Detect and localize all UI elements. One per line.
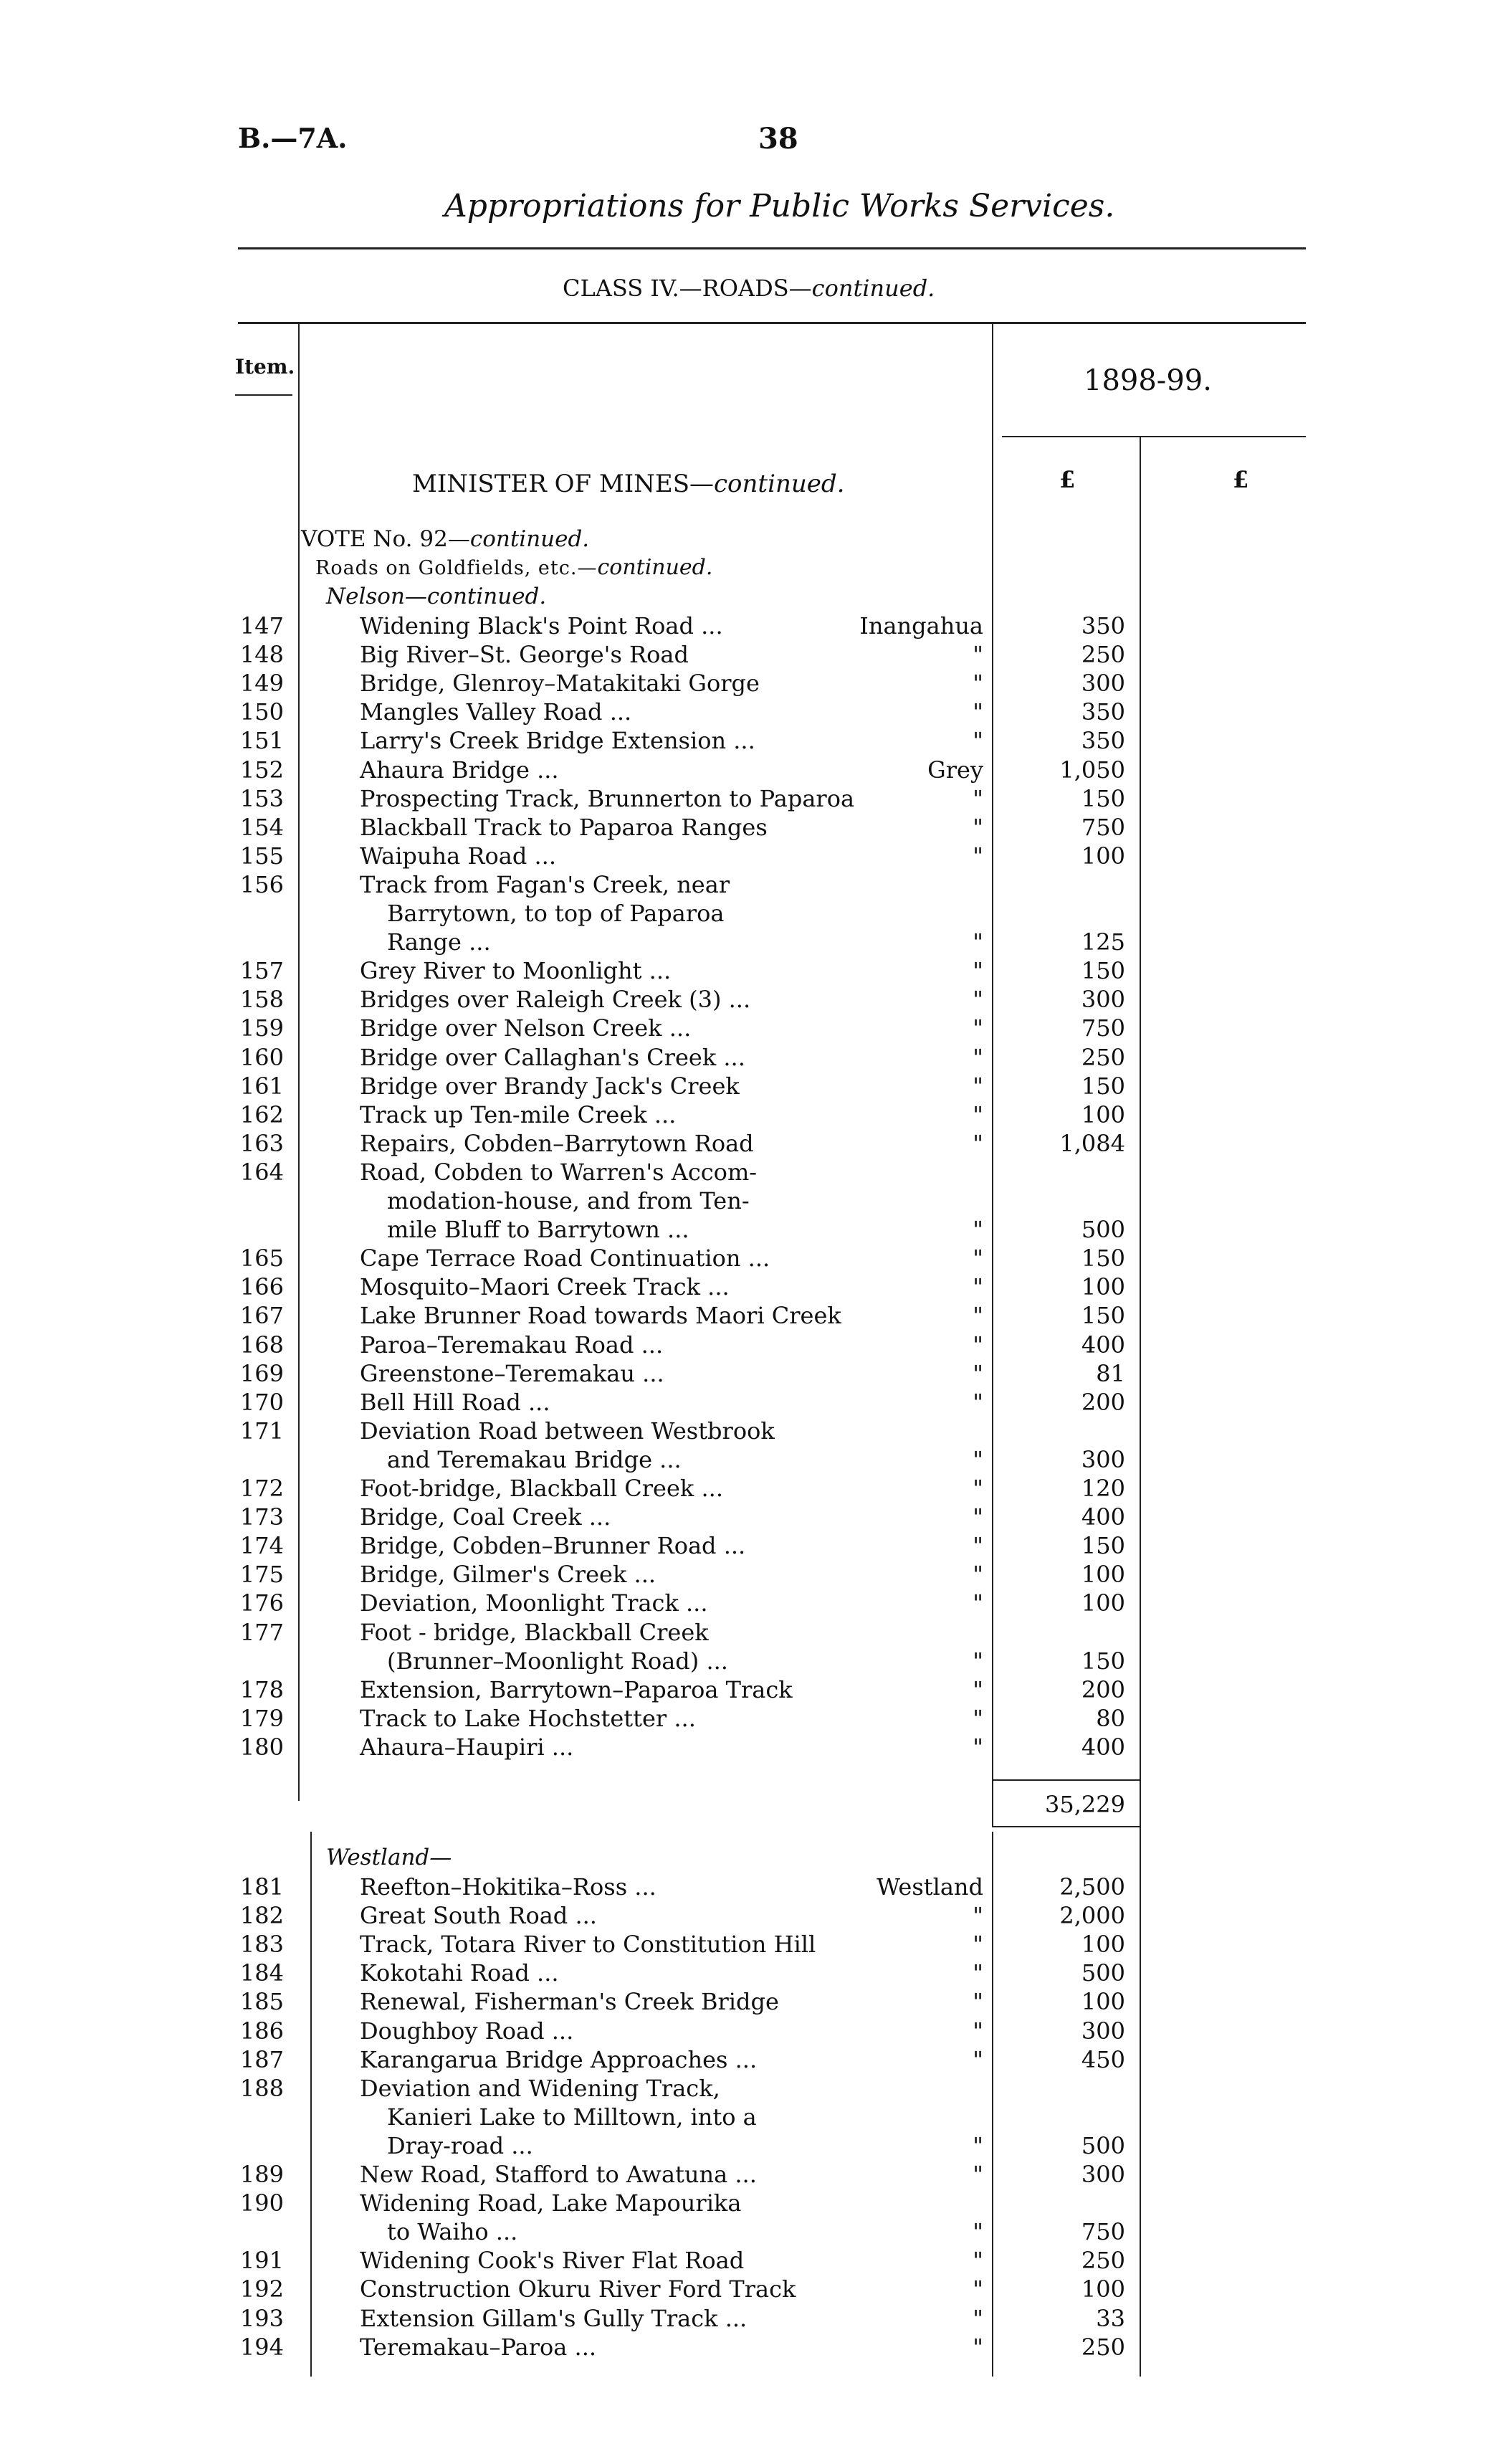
item-amount: 300	[1081, 2161, 1125, 2188]
electoral-district: "	[973, 641, 983, 669]
item-amount: 150	[1081, 1302, 1125, 1330]
electoral-district: "	[973, 1014, 983, 1042]
item-number: 169	[239, 1359, 284, 1387]
item-description: Bridge, Coal Creek ...	[360, 1503, 611, 1531]
item-description: Widening Cook's River Flat Road	[360, 2247, 745, 2275]
item-description: Track up Ten-mile Creek ...	[360, 1100, 677, 1128]
class-heading-continued: continued.	[811, 275, 935, 302]
item-description: New Road, Stafford to Awatuna ...	[360, 2161, 757, 2188]
item-amount: 750	[1081, 2218, 1125, 2246]
item-number: 190	[239, 2189, 284, 2217]
item-description: Construction Okuru River Ford Track	[360, 2275, 796, 2303]
item-description: Dray-road ...	[387, 2131, 533, 2159]
item-number: 154	[239, 813, 284, 841]
item-description: Reefton–Hokitika–Ross ...	[360, 1873, 656, 1901]
electoral-district: "	[973, 928, 983, 956]
item-description: Road, Cobden to Warren's Accom-	[360, 1158, 758, 1186]
item-amount: 100	[1081, 1931, 1125, 1959]
item-description: Renewal, Fisherman's Creek Bridge	[360, 1988, 779, 2016]
item-description: Mosquito–Maori Creek Track ...	[360, 1273, 730, 1301]
item-number: 153	[239, 784, 284, 812]
electoral-district: "	[973, 698, 983, 726]
electoral-district: "	[973, 1445, 983, 1473]
electoral-district: "	[973, 670, 983, 698]
item-description: Deviation and Widening Track,	[360, 2074, 720, 2102]
westland-region-label: Westland—	[326, 1845, 452, 1870]
item-amount: 150	[1081, 957, 1125, 985]
item-description: Bridges over Raleigh Creek (3) ...	[360, 986, 751, 1014]
electoral-district: "	[973, 1475, 983, 1502]
electoral-district: "	[973, 1072, 983, 1100]
subtotal-bottom-rule	[992, 1826, 1140, 1827]
item-description: Extension Gillam's Gully Track ...	[360, 2304, 748, 2332]
electoral-district: "	[973, 2017, 983, 2045]
item-number: 167	[239, 1302, 284, 1330]
item-description: Karangarua Bridge Approaches ...	[360, 2045, 758, 2073]
electoral-district: Grey	[927, 756, 983, 784]
page-number: 38	[758, 122, 798, 156]
item-description: Larry's Creek Bridge Extension ...	[360, 727, 755, 755]
item-description: Ahaura Bridge ...	[360, 756, 559, 784]
item-number: 180	[239, 1733, 284, 1761]
electoral-district: "	[973, 1931, 983, 1959]
item-number: 192	[239, 2275, 284, 2303]
item-description: Widening Black's Point Road ...	[360, 612, 723, 639]
item-description: Repairs, Cobden–Barrytown Road	[360, 1129, 754, 1157]
pound-sign-1: £	[1059, 466, 1076, 493]
item-amount: 500	[1081, 1959, 1125, 1987]
item-header-underline	[235, 394, 292, 396]
vote-heading-continued: continued.	[469, 526, 590, 552]
item-amount: 500	[1081, 2131, 1125, 2159]
item-description: Kokotahi Road ...	[360, 1959, 559, 1987]
electoral-district: "	[973, 1589, 983, 1617]
item-number: 160	[239, 1043, 284, 1071]
item-amount: 100	[1081, 1100, 1125, 1128]
item-amount: 300	[1081, 986, 1125, 1014]
item-amount: 125	[1081, 928, 1125, 956]
item-amount: 450	[1081, 2045, 1125, 2073]
item-amount: 1,050	[1059, 756, 1125, 784]
electoral-district: "	[973, 2045, 983, 2073]
item-number: 191	[239, 2247, 284, 2275]
item-amount: 150	[1081, 1245, 1125, 1273]
item-description: Barrytown, to top of Paparoa	[387, 900, 725, 927]
item-amount: 100	[1081, 2275, 1125, 2303]
item-amount: 100	[1081, 1589, 1125, 1617]
item-amount: 33	[1096, 2304, 1125, 2332]
electoral-district: "	[973, 1561, 983, 1589]
item-number: 171	[239, 1417, 284, 1445]
header-rule	[238, 247, 1306, 249]
document-reference: B.—7A.	[238, 122, 348, 154]
pound-sign-2: £	[1233, 466, 1249, 493]
item-number: 161	[239, 1072, 284, 1100]
section-heading-continued: continued.	[714, 470, 845, 498]
electoral-district: "	[973, 1503, 983, 1531]
section-heading	[412, 470, 844, 498]
item-amount: 400	[1081, 1331, 1125, 1359]
item-amount: 2,500	[1059, 1873, 1125, 1901]
item-amount: 150	[1081, 784, 1125, 812]
electoral-district: "	[973, 1733, 983, 1761]
electoral-district: "	[973, 842, 983, 870]
roads-heading-main: Roads on Goldfields, etc.—	[315, 557, 598, 579]
item-number: 155	[239, 842, 284, 870]
item-description: to Waiho ...	[387, 2218, 518, 2246]
item-amount: 200	[1081, 1675, 1125, 1703]
electoral-district: "	[973, 1532, 983, 1560]
electoral-district: "	[973, 986, 983, 1014]
total-column-rule	[1140, 437, 1141, 1832]
item-number: 151	[239, 727, 284, 755]
item-number: 162	[239, 1100, 284, 1128]
electoral-district: "	[973, 2304, 983, 2332]
item-description: Bridge, Cobden–Brunner Road ...	[360, 1532, 746, 1560]
item-description: Range ...	[387, 928, 491, 956]
item-number: 189	[239, 2161, 284, 2188]
item-description: Greenstone–Teremakau ...	[360, 1359, 664, 1387]
electoral-district: "	[973, 727, 983, 755]
table-top-rule	[238, 322, 1306, 324]
item-description: Ahaura–Haupiri ...	[360, 1733, 574, 1761]
item-description: Great South Road ...	[360, 1902, 597, 1930]
electoral-district: "	[973, 1043, 983, 1071]
item-amount: 81	[1096, 1359, 1125, 1387]
item-number: 177	[239, 1618, 284, 1646]
item-amount: 350	[1081, 727, 1125, 755]
electoral-district: "	[973, 1902, 983, 1930]
item-number: 184	[239, 1959, 284, 1987]
item-number: 175	[239, 1561, 284, 1589]
item-number: 176	[239, 1589, 284, 1617]
item-amount: 250	[1081, 2333, 1125, 2361]
item-description: Blackball Track to Paparoa Ranges	[360, 813, 768, 841]
item-number: 150	[239, 698, 284, 726]
item-number: 185	[239, 1988, 284, 2016]
electoral-district: "	[973, 784, 983, 812]
item-description: Track to Lake Hochstetter ...	[360, 1704, 696, 1732]
item-amount: 100	[1081, 842, 1125, 870]
electoral-district: "	[973, 2275, 983, 2303]
item-amount: 120	[1081, 1475, 1125, 1502]
item-column-rule	[298, 324, 300, 1801]
item-description: and Teremakau Bridge ...	[387, 1445, 682, 1473]
item-description: Track from Fagan's Creek, near	[360, 870, 730, 898]
item-description: Foot-bridge, Blackball Creek ...	[360, 1475, 723, 1502]
item-amount: 250	[1081, 641, 1125, 669]
item-description: Deviation Road between Westbrook	[360, 1417, 775, 1445]
item-number: 194	[239, 2333, 284, 2361]
item-description: Bridge over Nelson Creek ...	[360, 1014, 692, 1042]
item-amount: 200	[1081, 1388, 1125, 1416]
item-amount: 300	[1081, 1445, 1125, 1473]
electoral-district: Inangahua	[859, 612, 983, 639]
electoral-district: "	[973, 1675, 983, 1703]
electoral-district: "	[973, 1359, 983, 1387]
item-description: Grey River to Moonlight ...	[360, 957, 672, 985]
item-description: mile Bluff to Barrytown ...	[387, 1216, 689, 1244]
electoral-district: "	[973, 1302, 983, 1330]
item-number: 179	[239, 1704, 284, 1732]
item-number: 181	[239, 1873, 284, 1901]
item-number: 164	[239, 1158, 284, 1186]
section-heading-main: MINISTER OF MINES—	[412, 470, 714, 498]
item-amount: 2,000	[1059, 1902, 1125, 1930]
electoral-district: "	[973, 2333, 983, 2361]
electoral-district: "	[973, 1216, 983, 1244]
item-description: Bridge over Brandy Jack's Creek	[360, 1072, 740, 1100]
item-amount: 80	[1096, 1704, 1125, 1732]
electoral-district: "	[973, 1331, 983, 1359]
vote-heading	[301, 526, 589, 552]
electoral-district: "	[973, 1959, 983, 1987]
item-description: Widening Road, Lake Mapourika	[360, 2189, 742, 2217]
item-number: 173	[239, 1503, 284, 1531]
item-number: 149	[239, 670, 284, 698]
item-description: Bridge over Callaghan's Creek ...	[360, 1043, 745, 1071]
electoral-district: Westland	[877, 1873, 983, 1901]
electoral-district: "	[973, 2131, 983, 2159]
electoral-district: "	[973, 1988, 983, 2016]
item-number: 152	[239, 756, 284, 784]
item-number: 147	[239, 612, 284, 639]
item-description: Big River–St. George's Road	[360, 641, 689, 669]
item-description: Waipuha Road ...	[360, 842, 556, 870]
page-subtitle: Appropriations for Public Works Services.	[444, 188, 1115, 224]
item-amount: 400	[1081, 1503, 1125, 1531]
item-description: Paroa–Teremakau Road ...	[360, 1331, 664, 1359]
year-header-rule	[1002, 436, 1306, 437]
item-description: Deviation, Moonlight Track ...	[360, 1589, 708, 1617]
item-description: Extension, Barrytown–Paparoa Track	[360, 1675, 793, 1703]
electoral-district: "	[973, 2218, 983, 2246]
item-amount: 350	[1081, 698, 1125, 726]
item-number: 188	[239, 2074, 284, 2102]
item-number: 174	[239, 1532, 284, 1560]
item-amount: 750	[1081, 1014, 1125, 1042]
electoral-district: "	[973, 1704, 983, 1732]
item-column-header: Item.	[235, 355, 295, 379]
item-description: Doughboy Road ...	[360, 2017, 574, 2045]
electoral-district: "	[973, 1647, 983, 1675]
item-column-rule-lower	[310, 1832, 312, 2377]
item-number: 163	[239, 1129, 284, 1157]
item-amount: 100	[1081, 1561, 1125, 1589]
item-description: Bell Hill Road ...	[360, 1388, 550, 1416]
item-description: Bridge, Glenroy–Matakitaki Gorge	[360, 670, 760, 698]
item-amount: 150	[1081, 1647, 1125, 1675]
item-amount: 750	[1081, 813, 1125, 841]
item-amount: 500	[1081, 1216, 1125, 1244]
item-amount: 300	[1081, 2017, 1125, 2045]
item-description: Prospecting Track, Brunnerton to Paparoa	[360, 784, 855, 812]
item-number: 168	[239, 1331, 284, 1359]
electoral-district: "	[973, 2161, 983, 2188]
electoral-district: "	[973, 1100, 983, 1128]
item-amount: 350	[1081, 612, 1125, 639]
item-number: 166	[239, 1273, 284, 1301]
electoral-district: "	[973, 813, 983, 841]
item-number: 178	[239, 1675, 284, 1703]
electoral-district: "	[973, 1129, 983, 1157]
item-amount: 300	[1081, 670, 1125, 698]
item-description: Lake Brunner Road towards Maori Creek	[360, 1302, 841, 1330]
electoral-district: "	[973, 1273, 983, 1301]
electoral-district: "	[973, 957, 983, 985]
item-amount: 400	[1081, 1733, 1125, 1761]
electoral-district: "	[973, 1245, 983, 1273]
item-number: 156	[239, 870, 284, 898]
item-description: Track, Totara River to Constitution Hill	[360, 1931, 816, 1959]
item-number: 193	[239, 2304, 284, 2332]
roads-heading-continued: continued.	[597, 555, 713, 580]
class-heading	[563, 275, 935, 302]
item-amount: 1,084	[1059, 1129, 1125, 1157]
item-number: 158	[239, 986, 284, 1014]
item-description: Bridge, Gilmer's Creek ...	[360, 1561, 656, 1589]
item-amount: 150	[1081, 1072, 1125, 1100]
item-amount: 100	[1081, 1273, 1125, 1301]
item-description: Cape Terrace Road Continuation ...	[360, 1245, 770, 1273]
item-description: Kanieri Lake to Milltown, into a	[387, 2103, 757, 2131]
nelson-total: 35,229	[1045, 1791, 1125, 1818]
roads-heading	[315, 555, 712, 580]
item-number: 186	[239, 2017, 284, 2045]
item-description: (Brunner–Moonlight Road) ...	[387, 1647, 728, 1675]
electoral-district: "	[973, 2247, 983, 2275]
item-amount: 150	[1081, 1532, 1125, 1560]
item-number: 172	[239, 1475, 284, 1502]
item-number: 148	[239, 641, 284, 669]
item-number: 183	[239, 1931, 284, 1959]
item-description: Teremakau–Paroa ...	[360, 2333, 597, 2361]
item-number: 182	[239, 1902, 284, 1930]
nelson-region-label: Nelson—continued.	[326, 584, 547, 609]
item-description: Foot - bridge, Blackball Creek	[360, 1618, 709, 1646]
item-amount: 250	[1081, 2247, 1125, 2275]
item-number: 157	[239, 957, 284, 985]
item-amount: 250	[1081, 1043, 1125, 1071]
item-number: 170	[239, 1388, 284, 1416]
class-heading-main: CLASS IV.—ROADS—	[563, 275, 812, 302]
vote-heading-main: VOTE No. 92—	[301, 526, 470, 552]
item-amount: 100	[1081, 1988, 1125, 2016]
item-number: 165	[239, 1245, 284, 1273]
year-column-header: 1898-99.	[1084, 364, 1212, 397]
electoral-district: "	[973, 1388, 983, 1416]
item-description: modation-house, and from Ten-	[387, 1187, 750, 1214]
item-number: 187	[239, 2045, 284, 2073]
subtotal-rule	[992, 1779, 1140, 1781]
item-description: Mangles Valley Road ...	[360, 698, 632, 726]
item-number: 159	[239, 1014, 284, 1042]
total-column-rule-lower	[1140, 1832, 1141, 2377]
